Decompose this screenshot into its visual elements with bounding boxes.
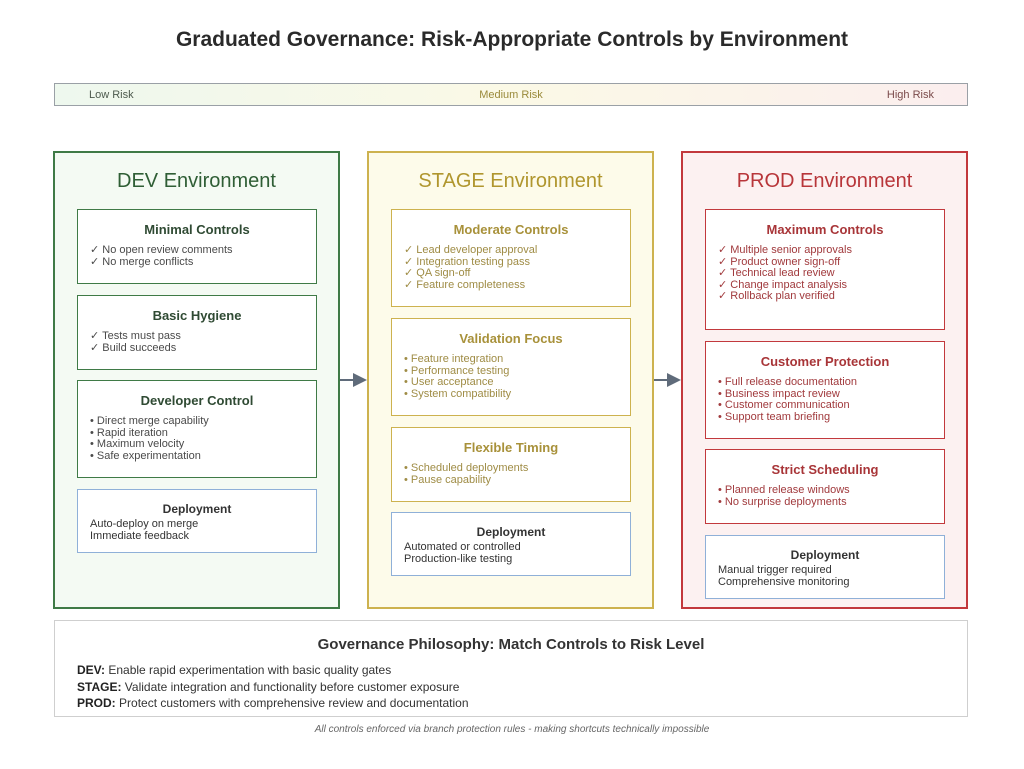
prod-customer-protection-card [705, 341, 945, 439]
card-title: Deployment [476, 525, 546, 539]
list-item: ✓ No open review comments [90, 244, 233, 256]
stage-moderate-controls-card [391, 209, 631, 307]
dev-deployment-card [77, 489, 317, 553]
dev-minimal-controls-card [77, 209, 317, 284]
list-item: ✓ Product owner sign-off [718, 255, 841, 268]
list-item: ✓ Lead developer approval [404, 244, 538, 256]
stage-validation-focus-card [391, 318, 631, 416]
list-item: • Safe experimentation [90, 449, 201, 462]
stage-flexible-timing-card [391, 427, 631, 502]
list-item: ✓ Tests must pass [90, 330, 181, 342]
list-item: • Feature integration [404, 353, 504, 365]
deployment-line: Immediate feedback [90, 529, 190, 542]
list-item: • No surprise deployments [718, 495, 847, 508]
list-item: • Pause capability [404, 473, 492, 486]
philosophy-title: Governance Philosophy: Match Controls to Risk Level [317, 636, 705, 653]
dev-basic-hygiene-card [77, 295, 317, 370]
list-item: • Customer communication [718, 399, 850, 411]
stage-environment-panel [367, 151, 654, 609]
philosophy-label: STAGE: [77, 680, 122, 694]
deployment-line: Manual trigger required [718, 564, 832, 576]
prod-strict-scheduling-card [705, 449, 945, 524]
prod-deployment-card [705, 535, 945, 599]
list-item: ✓ Feature completeness [404, 278, 526, 291]
philosophy-text: Protect customers with comprehensive review and documentation [119, 696, 469, 710]
stage-to-prod-arrow-icon [654, 372, 682, 388]
list-item: ✓ Multiple senior approvals [718, 244, 852, 256]
philosophy-label: DEV: [77, 663, 106, 677]
deployment-line: Automated or controlled [404, 541, 521, 553]
card-title: Minimal Controls [144, 222, 250, 237]
dev-developer-control-card [77, 380, 317, 478]
card-title: Strict Scheduling [771, 462, 879, 477]
list-item: ✓ Change impact analysis [718, 278, 848, 291]
list-item: ✓ No merge conflicts [90, 255, 194, 268]
deployment-line: Comprehensive monitoring [718, 575, 850, 588]
card-title: Customer Protection [760, 354, 890, 369]
deployment-line: Production-like testing [404, 552, 513, 565]
list-item: ✓ Technical lead review [718, 267, 835, 279]
card-title: Developer Control [140, 393, 254, 408]
card-title: Moderate Controls [453, 222, 569, 237]
list-item: • Full release documentation [718, 376, 857, 388]
philosophy-text: Validate integration and functionality before customer exposure [124, 680, 460, 694]
list-item: • System compatibility [404, 387, 512, 400]
list-item: ✓ Build succeeds [90, 341, 177, 354]
list-item: • Maximum velocity [90, 438, 185, 450]
list-item: • Business impact review [718, 387, 840, 400]
risk-low-label: Low Risk [89, 89, 134, 101]
card-title: Deployment [162, 502, 232, 516]
list-item: ✓ Integration testing pass [404, 255, 531, 268]
prod-maximum-controls-card [705, 209, 945, 330]
card-title: Flexible Timing [463, 440, 559, 455]
list-item: • Direct merge capability [90, 415, 209, 427]
deployment-line: Auto-deploy on merge [90, 518, 199, 530]
risk-high-label: High Risk [886, 89, 934, 101]
risk-scale-bar [54, 83, 968, 106]
prod-environment-panel [681, 151, 968, 609]
philosophy-line-stage [77, 680, 459, 694]
list-item: • Rapid iteration [90, 426, 168, 439]
list-item: • User acceptance [404, 376, 494, 388]
dev-environment-title: DEV Environment [117, 170, 276, 192]
diagram-title: Graduated Governance: Risk-Appropriate Controls by Environment [175, 28, 849, 51]
card-title: Validation Focus [459, 331, 563, 346]
card-title: Deployment [790, 548, 860, 562]
list-item: • Support team briefing [718, 410, 831, 423]
philosophy-text: Enable rapid experimentation with basic quality gates [108, 663, 392, 677]
stage-environment-title: STAGE Environment [418, 170, 603, 192]
dev-environment-panel [53, 151, 340, 609]
footer-note: All controls enforced via branch protection rules - making shortcuts technically impossible [314, 724, 710, 735]
list-item: ✓ Rollback plan verified [718, 290, 835, 302]
prod-environment-title: PROD Environment [736, 170, 913, 192]
card-title: Basic Hygiene [152, 308, 242, 323]
philosophy-line-prod [77, 696, 469, 710]
list-item: ✓ QA sign-off [404, 267, 471, 279]
list-item: • Planned release windows [718, 484, 850, 496]
card-title: Maximum Controls [766, 222, 884, 237]
governance-philosophy-box [54, 620, 968, 717]
stage-deployment-card [391, 512, 631, 576]
philosophy-line-dev [77, 663, 391, 677]
list-item: • Performance testing [404, 364, 510, 377]
dev-to-stage-arrow-icon [340, 372, 368, 388]
philosophy-label: PROD: [77, 696, 116, 710]
list-item: • Scheduled deployments [404, 462, 529, 474]
risk-medium-label: Medium Risk [479, 89, 543, 101]
